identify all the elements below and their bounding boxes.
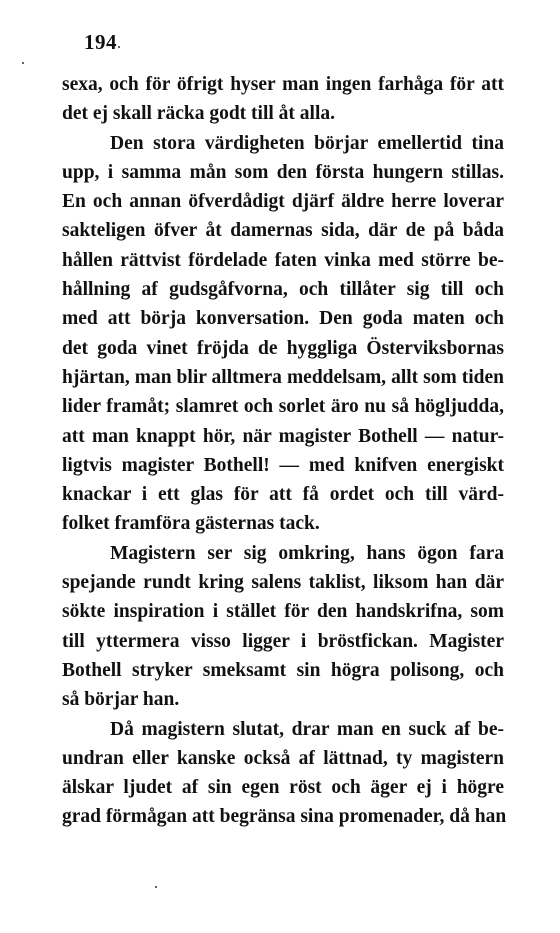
text-line: det goda vinet fröjda de hyggliga Österviksbornas	[62, 337, 504, 359]
text-line: En och annan öfverdådigt djärf äldre herre loverar	[62, 191, 504, 213]
text-line: det ej skall räcka godt till åt alla.	[62, 103, 335, 125]
text-line: Magistern ser sig omkring, hans ögon fara	[110, 542, 504, 564]
text-line: så börjar han.	[62, 689, 180, 711]
text-line: sökte inspiration i stället för den handskrifna, som	[62, 601, 504, 623]
text-line: grad förmågan att begränsa sina promenader, då han	[62, 806, 507, 828]
print-speck	[118, 46, 120, 48]
page-number: 194	[84, 30, 117, 54]
print-speck	[155, 886, 157, 888]
text-line: hjärtan, man blir alltmera meddelsam, allt som tiden	[62, 366, 504, 388]
text-line: till yttermera visso ligger i bröstfickan. Magister	[62, 630, 504, 652]
text-line: Den stora värdigheten börjar emellertid tina	[110, 132, 504, 154]
text-line: knackar i ett glas för att få ordet och till värd-	[62, 484, 504, 506]
text-line: hållning af gudsgåfvorna, och tillåter sig till och	[62, 279, 504, 301]
text-line: ligtvis magister Bothell! — med knifven energiskt	[62, 454, 504, 476]
text-line: lider framåt; slamret och sorlet äro nu så högljudda,	[62, 396, 504, 418]
body-text	[62, 70, 507, 832]
text-line: Då magistern slutat, drar man en suck af be-	[110, 718, 504, 740]
text-line: Bothell stryker smeksamt sin högra polisong, och	[62, 659, 504, 681]
text-line: undran eller kanske också af lättnad, ty magistern	[62, 747, 504, 769]
text-line: älskar ljudet af sin egen röst och äger ej i högre	[62, 777, 504, 799]
text-line: hållen rättvist fördelade faten vinka med större be-	[62, 249, 504, 271]
text-line: sakteligen öfver åt damernas sida, där de på båda	[62, 220, 504, 242]
text-line: att man knappt hör, när magister Bothell — natur-	[62, 425, 504, 447]
text-line: med att börja konversation. Den goda maten och	[62, 308, 504, 330]
text-line: folket framföra gästernas tack.	[62, 513, 320, 535]
text-line: spejande rundt kring salens taklist, liksom han där	[62, 572, 504, 594]
text-line: sexa, och för öfrigt hyser man ingen farhåga för att	[62, 74, 504, 95]
print-speck	[22, 62, 24, 64]
text-line: upp, i samma mån som den första hungern stillas.	[62, 161, 504, 183]
